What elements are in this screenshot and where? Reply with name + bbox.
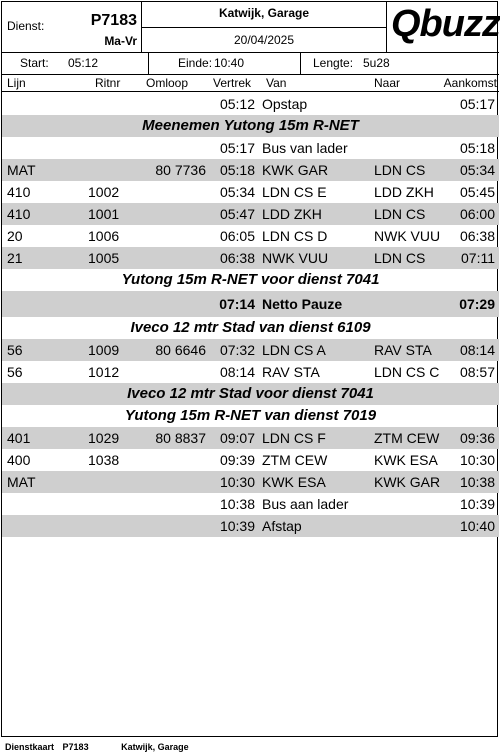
- cell-from: LDN CS E: [262, 184, 327, 200]
- col-van: Van: [266, 76, 287, 90]
- cell-line: 56: [7, 342, 23, 358]
- cell-departure: 06:38: [219, 250, 255, 266]
- col-lijn: Lijn: [7, 76, 26, 90]
- column-header: [2, 75, 499, 92]
- cell-trip-number: 1001: [88, 206, 120, 222]
- cell-to: LDN CS: [374, 162, 426, 178]
- cell-from: LDN CS A: [262, 342, 326, 358]
- col-naar: Naar: [374, 76, 401, 90]
- duty-id-box: [2, 2, 142, 53]
- cell-block: 80 6646: [155, 342, 206, 358]
- section-heading: Meenemen Yutong 15m R-NET: [2, 115, 499, 137]
- cell-from: LDN CS F: [262, 430, 326, 446]
- cell-from: Bus van lader: [262, 140, 348, 156]
- cell-arrival: 09:36: [459, 430, 495, 446]
- cell-departure: 10:30: [219, 474, 255, 490]
- cell-to: LDN CS: [374, 206, 426, 222]
- cell-arrival: 06:38: [459, 228, 495, 244]
- length-cell: [301, 53, 499, 74]
- cell-trip-number: 1012: [88, 364, 120, 380]
- cell-from: ZTM CEW: [262, 452, 328, 468]
- table-row: [2, 361, 499, 383]
- location-box: [142, 2, 387, 28]
- cell-departure: 05:47: [219, 206, 255, 222]
- cell-from: KWK ESA: [262, 474, 326, 490]
- length-label: Lengte:: [313, 56, 354, 70]
- cell-from: Afstap: [262, 518, 302, 534]
- table-row: [2, 93, 499, 115]
- footer: [5, 742, 189, 752]
- date-box: [142, 28, 387, 53]
- section-heading: Iveco 12 mtr Stad voor dienst 7041: [2, 383, 499, 405]
- cell-arrival: 07:29: [459, 296, 495, 312]
- duty-number: P7183: [90, 12, 137, 29]
- cell-from: Bus aan lader: [262, 496, 349, 512]
- cell-to: LDN CS C: [374, 364, 440, 380]
- cell-to: LDN CS: [374, 250, 426, 266]
- table-row: [2, 515, 499, 537]
- col-ritnr: Ritnr: [95, 76, 121, 90]
- cell-trip-number: 1002: [88, 184, 120, 200]
- cell-from: NWK VUU: [262, 250, 329, 266]
- section-heading: Yutong 15m R-NET van dienst 7019: [124, 407, 377, 424]
- cell-from: Opstap: [262, 96, 308, 112]
- cell-arrival: 06:00: [459, 206, 495, 222]
- schedule-table: [2, 93, 499, 537]
- table-row: [2, 493, 499, 515]
- footer-label: Dienstkaart: [5, 742, 55, 752]
- cell-arrival: 05:34: [459, 162, 495, 178]
- cell-from: RAV STA: [262, 364, 320, 380]
- cell-line: 400: [7, 452, 31, 468]
- cell-arrival: 10:38: [459, 474, 495, 490]
- card-header: [2, 2, 499, 53]
- cell-arrival: 05:45: [459, 184, 495, 200]
- cell-from: LDN CS D: [262, 228, 328, 244]
- time-summary-row: [2, 53, 499, 75]
- cell-activity: Netto Pauze: [262, 296, 343, 312]
- end-time: 10:40: [214, 56, 245, 70]
- table-row: [2, 449, 499, 471]
- cell-arrival: 10:39: [459, 496, 495, 512]
- cell-line: 410: [7, 206, 31, 222]
- table-row: [2, 137, 499, 159]
- start-time: 05:12: [68, 56, 99, 70]
- cell-departure: 05:34: [219, 184, 255, 200]
- duty-days: Ma-Vr: [104, 34, 137, 48]
- cell-departure: 05:18: [219, 162, 255, 178]
- cell-from: KWK GAR: [262, 162, 329, 178]
- table-row: [2, 471, 499, 493]
- cell-departure: 06:05: [219, 228, 255, 244]
- duty-card: [1, 1, 498, 737]
- cell-departure: 09:39: [219, 452, 255, 468]
- length-value: 5u28: [363, 56, 390, 70]
- cell-departure: 07:32: [219, 342, 255, 358]
- logo-box: [387, 2, 499, 53]
- table-row: [2, 339, 499, 361]
- section-heading: Yutong 15m R-NET voor dienst 7041: [121, 271, 380, 288]
- cell-to: KWK ESA: [374, 452, 438, 468]
- dienst-label: Dienst:: [7, 19, 45, 33]
- cell-to: RAV STA: [374, 342, 432, 358]
- cell-arrival: 05:18: [459, 140, 495, 156]
- table-row: [2, 247, 499, 269]
- cell-line: 56: [7, 364, 23, 380]
- date-text: 20/04/2025: [233, 33, 295, 47]
- start-cell: [2, 53, 149, 74]
- col-omloop: Omloop: [146, 76, 189, 90]
- cell-trip-number: 1029: [88, 430, 120, 446]
- cell-line: 21: [7, 250, 23, 266]
- cell-arrival: 10:30: [459, 452, 495, 468]
- section-heading: Iveco 12 mtr Stad van dienst 6109: [130, 319, 371, 336]
- qbuzz-logo: Qbuzz: [391, 3, 500, 45]
- cell-to: ZTM CEW: [374, 430, 440, 446]
- cell-departure: 09:07: [219, 430, 255, 446]
- table-row: [2, 203, 499, 225]
- cell-to: LDD ZKH: [374, 184, 434, 200]
- cell-departure: 10:38: [219, 496, 255, 512]
- location-text: Katwijk, Garage: [218, 6, 310, 20]
- cell-arrival: 07:11: [461, 250, 495, 266]
- start-label: Start:: [20, 56, 49, 70]
- cell-to: NWK VUU: [374, 228, 441, 244]
- end-cell: [149, 53, 301, 74]
- cell-trip-number: 1006: [88, 228, 120, 244]
- cell-block: 80 7736: [155, 162, 206, 178]
- cell-departure: 08:14: [219, 364, 255, 380]
- footer-duty-number: P7183: [62, 742, 89, 752]
- cell-block: 80 8837: [155, 430, 206, 446]
- cell-trip-number: 1038: [88, 452, 120, 468]
- cell-departure: 07:14: [219, 296, 255, 312]
- cell-line: MAT: [7, 474, 36, 490]
- cell-arrival: 05:17: [459, 96, 495, 112]
- cell-departure: 05:12: [219, 96, 255, 112]
- cell-arrival: 08:14: [459, 342, 495, 358]
- table-row: [2, 427, 499, 449]
- col-vertrek: Vertrek: [213, 76, 252, 90]
- pause-row: [2, 291, 499, 317]
- col-aankomst: Aankomst: [443, 76, 497, 90]
- cell-departure: 05:17: [219, 140, 255, 156]
- table-row: [2, 159, 499, 181]
- table-row: [2, 225, 499, 247]
- cell-arrival: 08:57: [459, 364, 495, 380]
- cell-to: KWK GAR: [374, 474, 441, 490]
- cell-trip-number: 1005: [88, 250, 120, 266]
- cell-line: 410: [7, 184, 31, 200]
- cell-line: 401: [7, 430, 31, 446]
- end-label: Einde:: [178, 56, 213, 70]
- cell-line: MAT: [7, 162, 36, 178]
- footer-location: Katwijk, Garage: [121, 742, 189, 752]
- cell-line: 20: [7, 228, 23, 244]
- cell-trip-number: 1009: [88, 342, 120, 358]
- cell-departure: 10:39: [219, 518, 255, 534]
- cell-from: LDD ZKH: [262, 206, 322, 222]
- cell-arrival: 10:40: [459, 518, 495, 534]
- table-row: [2, 181, 499, 203]
